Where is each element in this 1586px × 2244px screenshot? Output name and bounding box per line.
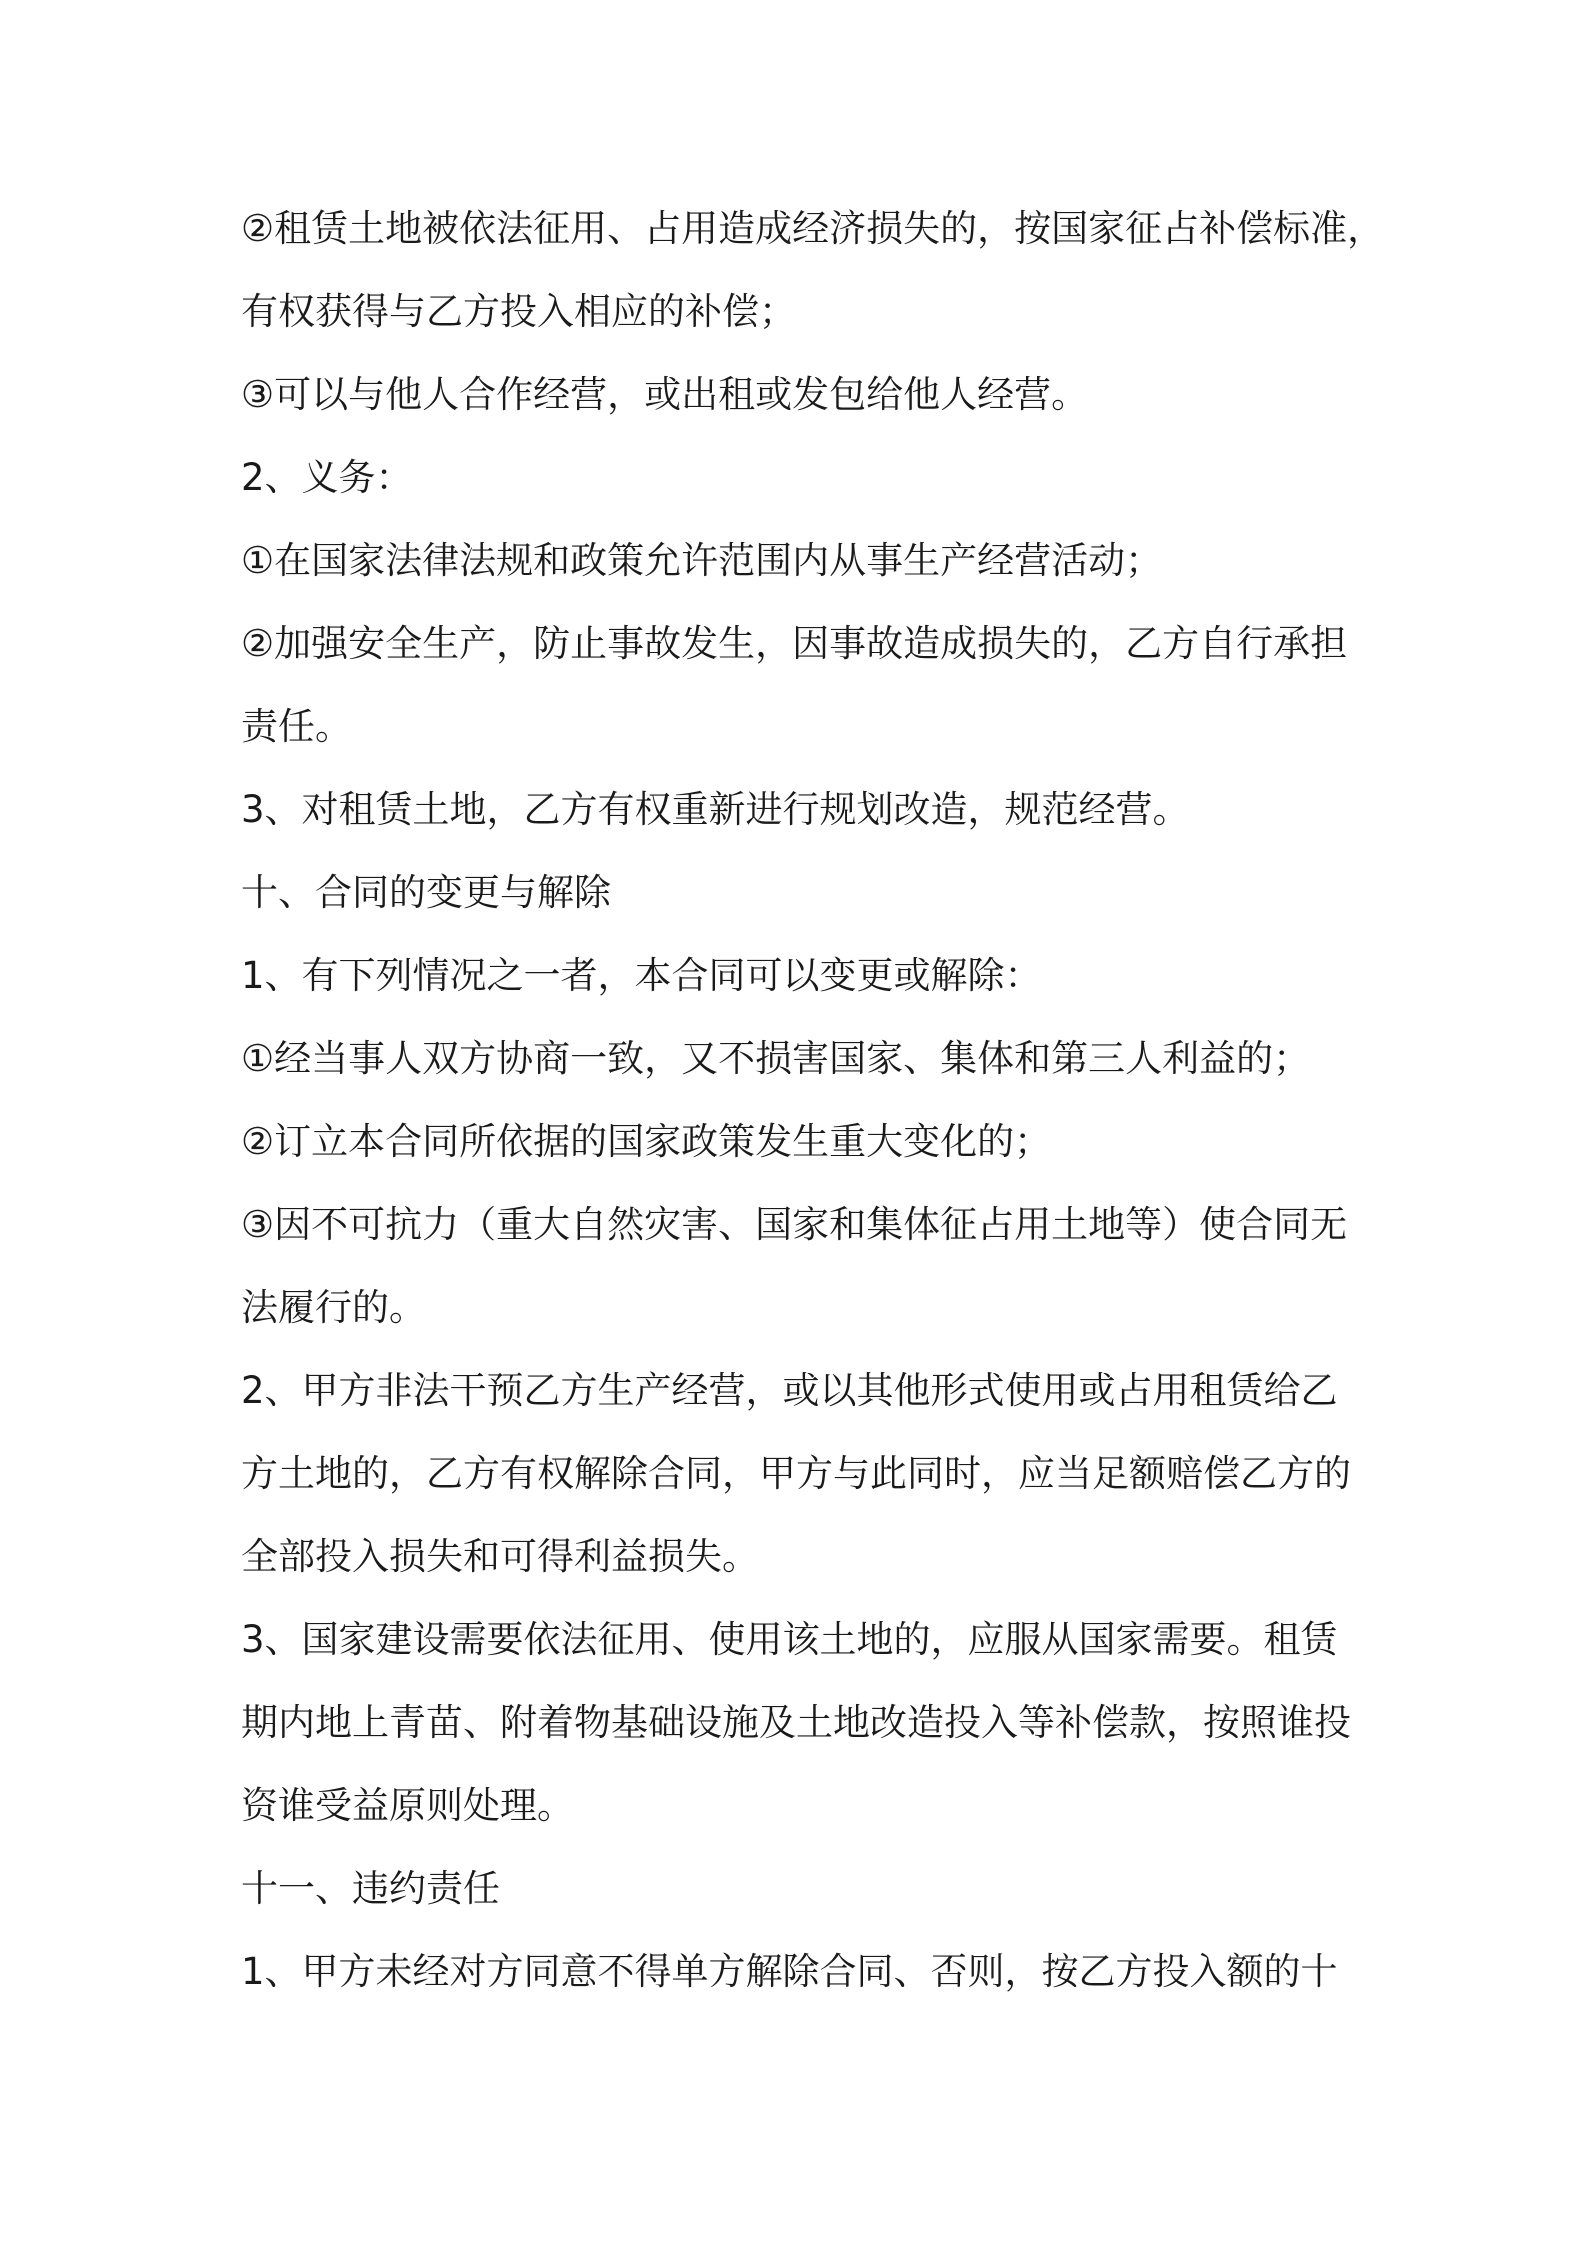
text-line: 3、对租赁土地，乙方有权重新进行规划改造，规范经营。 (241, 788, 1190, 831)
text-line: ③因不可抗力（重大自然灾害、国家和集体征占用土地等）使合同无 (241, 1203, 1348, 1246)
text-line: 期内地上青苗、附着物基础设施及土地改造投入等补偿款，按照谁投 (241, 1701, 1351, 1744)
text-line: 责任。 (241, 705, 352, 748)
text-line: ①在国家法律法规和政策允许范围内从事生产经营活动； (241, 539, 1163, 582)
text-line: ②订立本合同所依据的国家政策发生重大变化的； (241, 1120, 1052, 1163)
section-heading: 2、义务： (241, 456, 413, 499)
section-heading: 十、合同的变更与解除 (241, 871, 611, 914)
text-line: ②租赁土地被依法征用、占用造成经济损失的，按国家征占补偿标准， (241, 207, 1385, 250)
text-line: 3、国家建设需要依法征用、使用该土地的，应服从国家需要。租赁 (241, 1618, 1338, 1661)
text-line: 全部投入损失和可得利益损失。 (241, 1535, 759, 1578)
text-line: 2、甲方非法干预乙方生产经营，或以其他形式使用或占用租赁给乙 (241, 1369, 1338, 1412)
text-line: ③可以与他人合作经营，或出租或发包给他人经营。 (241, 373, 1089, 416)
text-line: 资谁受益原则处理。 (241, 1784, 574, 1827)
text-line: ②加强安全生产，防止事故发生，因事故造成损失的，乙方自行承担 (241, 622, 1348, 665)
text-line: 1、甲方未经对方同意不得单方解除合同、否则，按乙方投入额的十 (241, 1950, 1338, 1993)
text-line: 1、有下列情况之一者，本合同可以变更或解除： (241, 954, 1042, 997)
text-line: 法履行的。 (241, 1286, 426, 1329)
text-line: ①经当事人双方协商一致，又不损害国家、集体和第三人利益的； (241, 1037, 1311, 1080)
text-line: 有权获得与乙方投入相应的补偿； (241, 290, 796, 333)
text-line: 方土地的，乙方有权解除合同，甲方与此同时，应当足额赔偿乙方的 (241, 1452, 1351, 1495)
section-heading: 十一、违约责任 (241, 1867, 500, 1910)
